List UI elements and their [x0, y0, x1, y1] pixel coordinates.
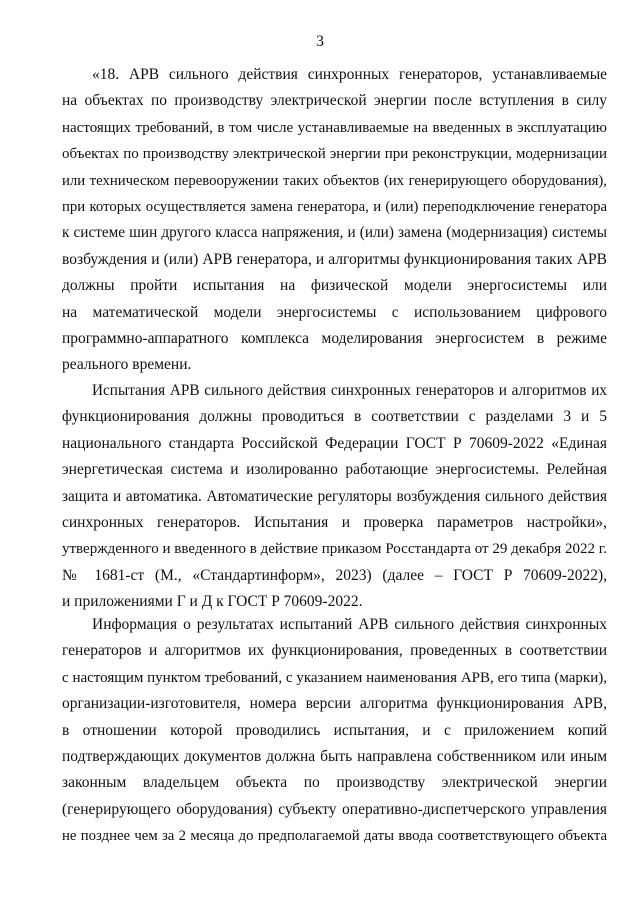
text-line: не позднее чем за 2 месяца до предполагаемой даты ввода соответствующего объекта: [62, 828, 607, 845]
text-line: и приложениями Г и Д к ГОСТ Р 70609-2022.: [62, 593, 363, 611]
text-line: или техническом перевооружении таких объектов (их генерирующего оборудования),: [62, 172, 607, 189]
text-line: организации-изготовителя, номера версии алгоритма функционирования АРВ,: [62, 695, 607, 713]
paragraph-testing: [62, 378, 607, 616]
text-line: законным владельцем объекта по производству электрической энергии: [62, 774, 607, 792]
text-line: Испытания АРВ сильного действия синхронных генераторов и алгоритмов их: [92, 382, 607, 399]
text-line: утвержденного и введенного в действие приказом Росстандарта от 29 декабря 2022 г.: [62, 541, 607, 558]
text-line: объектах по производству электрической энергии при реконструкции, модернизации: [62, 146, 607, 163]
text-line: защита и автоматика. Автоматические регуляторы возбуждения сильного действия: [62, 487, 607, 505]
text-line: должны пройти испытания на физической модели энергосистемы или: [62, 277, 607, 295]
text-line: генераторов и алгоритмов их функционирования, проведенных в соответствии: [62, 642, 607, 660]
text-line: № 1681-ст (М., «Стандартинформ», 2023) (далее – ГОСТ Р 70609-2022),: [62, 566, 607, 584]
text-line: подтверждающих документов должна быть направлена собственником или иным: [62, 747, 607, 765]
text-line: программно-аппаратного комплекса моделирования энергосистем в режиме: [62, 329, 607, 347]
text-line: возбуждения и (или) АРВ генератора, и алгоритмы функционирования таких АРВ: [62, 250, 607, 268]
text-line: национального стандарта Российской Федерации ГОСТ Р 70609-2022 «Единая: [62, 434, 607, 452]
text-line: энергетическая система и изолированно работающие энергосистемы. Релейная: [62, 461, 607, 479]
text-line: функционирования должны проводиться в соответствии с разделами 3 и 5: [62, 408, 607, 426]
text-line: реального времени.: [62, 356, 192, 374]
text-line: в отношении которой проводились испытания, и с приложением копий: [62, 721, 607, 739]
paragraph-item-18: [62, 62, 607, 379]
page-number: 3: [316, 33, 324, 50]
paragraph-information: [62, 612, 607, 850]
text-line: при которых осуществляется замена генератора, и (или) переподключение генератора: [62, 198, 607, 215]
text-line: Информация о результатах испытаний АРВ сильного действия синхронных: [92, 616, 607, 633]
text-line: «18. АРВ сильного действия синхронных генераторов, устанавливаемые: [92, 66, 607, 83]
text-line: с настоящим пунктом требований, с указанием наименования АРВ, его типа (марки),: [62, 669, 607, 686]
text-line: к системе шин другого класса напряжения, и (или) замена (модернизация) системы: [62, 224, 607, 242]
text-line: синхронных генераторов. Испытания и проверка параметров настройки»,: [62, 513, 607, 531]
text-line: на математической модели энергосистемы с использованием цифрового: [62, 303, 607, 321]
text-line: настоящих требований, в том числе устанавливаемые на введенных в эксплуатацию: [62, 119, 607, 136]
text-line: (генерирующего оборудования) субъекту оперативно-диспетчерского управления: [62, 800, 607, 818]
text-line: на объектах по производству электрической энергии после вступления в силу: [62, 92, 607, 110]
